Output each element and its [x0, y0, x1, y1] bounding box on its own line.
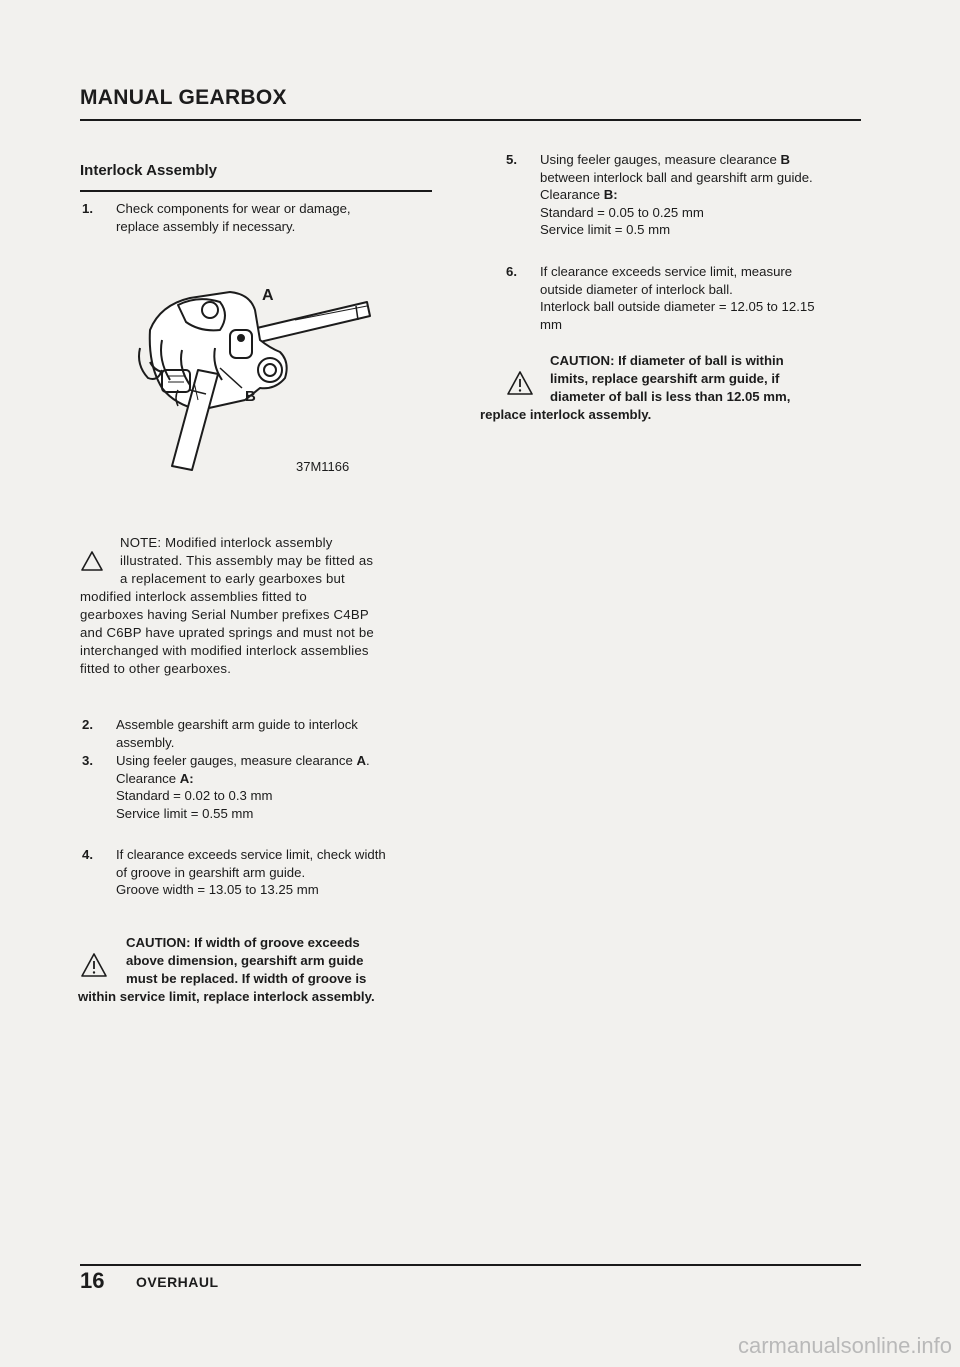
page-header-title: MANUAL GEARBOX: [80, 86, 287, 109]
clearance-letter: B: [780, 152, 790, 167]
step-text-line: Groove width = 13.05 to 13.25 mm: [116, 882, 319, 897]
clearance-letter: A:: [179, 770, 194, 786]
note-line: interchanged with modified interlock assemblies: [80, 643, 369, 658]
step-text-line: If clearance exceeds service limit, measure: [540, 264, 793, 279]
caution-line: CAUTION: If diameter of ball is within: [550, 353, 784, 368]
step-text-line: If clearance exceeds service limit, check width: [116, 847, 386, 862]
note-line: and C6BP have uprated springs and must not be: [80, 625, 374, 640]
page-number: 16: [80, 1268, 105, 1293]
caution-line: diameter of ball is less than 12.05 mm,: [550, 389, 791, 404]
step-text-line: Using feeler gauges, measure clearance A.: [116, 753, 370, 768]
footer-rule: [80, 1264, 861, 1266]
footer-section-label: OVERHAUL: [136, 1274, 219, 1290]
step-text-line: Service limit = 0.5 mm: [540, 222, 671, 237]
step-text-line: mm: [540, 316, 562, 332]
note-line: NOTE: Modified interlock assembly: [120, 535, 333, 550]
step-text-line: Using feeler gauges, measure clearance B: [540, 152, 790, 167]
step-text-line: Assemble gearshift arm guide to interlock: [116, 717, 358, 732]
step-text-line: Clearance A:: [116, 770, 194, 786]
section-title: Interlock Assembly: [80, 162, 217, 179]
step-text-line: between interlock ball and gearshift arm guide.: [540, 169, 813, 185]
clearance-letter: A: [356, 753, 366, 768]
caution-line: CAUTION: If width of groove exceeds: [126, 935, 360, 950]
figure-label-b: B: [245, 388, 256, 405]
caution-line: within service limit, replace interlock assembly.: [78, 989, 375, 1004]
caution-line: replace interlock assembly.: [480, 407, 652, 422]
interlock-assembly-figure: [120, 270, 390, 480]
step-text-line: Check components for wear or damage,: [116, 201, 351, 216]
step-number: 4.: [82, 847, 93, 862]
caution-ball-diameter: [480, 352, 872, 432]
step-text-line: outside diameter of interlock ball.: [540, 281, 733, 297]
step-text-line: Interlock ball outside diameter = 12.05 to 12.15: [540, 299, 815, 314]
watermark: carmanualsonline.info: [737, 1333, 952, 1358]
clearance-letter: B:: [603, 187, 618, 202]
header-rule: [80, 119, 861, 121]
caution-groove-width: [78, 934, 448, 1014]
step-text-line: of groove in gearshift arm guide.: [116, 864, 306, 880]
figure-reference: 37M1166: [296, 459, 350, 474]
note-line: modified interlock assemblies fitted to: [80, 589, 307, 604]
step-text-line: replace assembly if necessary.: [116, 218, 296, 234]
note-block: [80, 534, 440, 684]
step-text-line: Standard = 0.05 to 0.25 mm: [540, 204, 704, 220]
figure-label-a: A: [262, 287, 274, 304]
step-number: 2.: [82, 717, 93, 732]
step-text-line: Clearance B:: [540, 187, 618, 202]
step-number: 1.: [82, 201, 93, 216]
note-line: fitted to other gearboxes.: [80, 661, 232, 676]
section-rule: [80, 190, 432, 192]
step-number: 5.: [506, 152, 517, 167]
step-text-line: assembly.: [116, 734, 175, 750]
step-number: 3.: [82, 753, 93, 768]
note-line: a replacement to early gearboxes but: [120, 571, 345, 586]
note-line: gearboxes having Serial Number prefixes C4BP: [80, 607, 369, 622]
step-number: 6.: [506, 264, 517, 279]
caution-line: limits, replace gearshift arm guide, if: [550, 371, 780, 386]
caution-line: above dimension, gearshift arm guide: [126, 953, 364, 968]
step-text-line: Standard = 0.02 to 0.3 mm: [116, 788, 273, 803]
caution-line: must be replaced. If width of groove is: [126, 971, 367, 986]
note-line: illustrated. This assembly may be fitted as: [120, 553, 374, 568]
step-text-line: Service limit = 0.55 mm: [116, 805, 254, 821]
